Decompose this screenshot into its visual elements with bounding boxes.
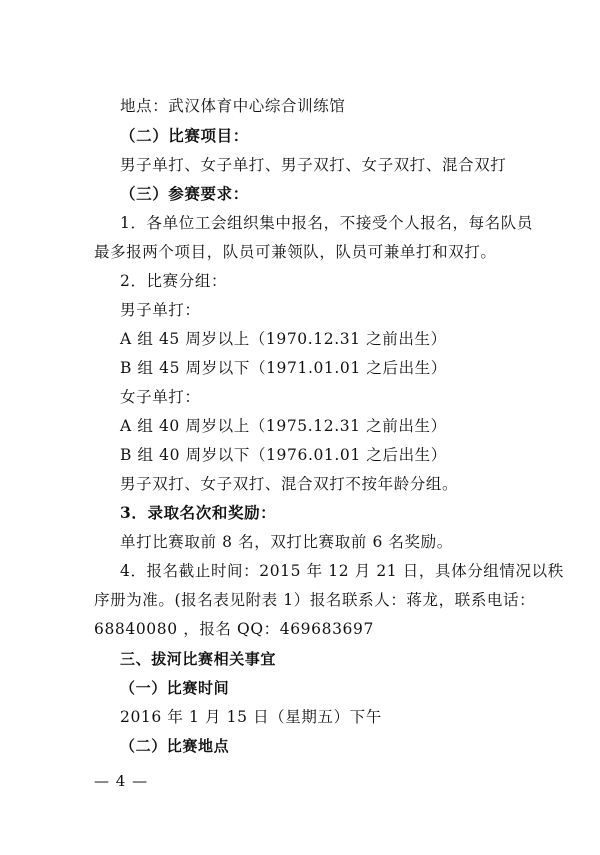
page-number: — 4 — <box>94 772 149 790</box>
tug-of-war-venue-heading: （二）比赛地点 <box>120 737 230 755</box>
womens-group-b: B 组 40 周岁以下（1976.01.01 之后出生） <box>120 446 447 464</box>
deadline-line-2: 序册为准。(报名表见附表 1）报名联系人：蒋龙，联系电话： <box>94 591 536 609</box>
section-tug-of-war-heading: 三、拔河比赛相关事宜 <box>120 650 277 668</box>
requirement-2-heading: 2．比赛分组： <box>120 272 228 290</box>
tug-of-war-time-heading: （一）比赛时间 <box>120 679 230 697</box>
section-events-heading: （二）比赛项目： <box>120 126 249 145</box>
events-list: 男子单打、女子单打、男子双打、女子双打、混合双打 <box>120 156 507 174</box>
deadline-line-1: 4．报名截止时间：2015 年 12 月 21 日，具体分组情况以秩 <box>120 562 564 580</box>
doubles-no-age-group: 男子双打、女子双打、混合双打不按年龄分组。 <box>120 475 459 493</box>
ranking-awards-heading: 3．录取名次和奖励： <box>120 503 277 522</box>
mens-singles-label: 男子单打： <box>120 301 201 319</box>
ranking-awards-text: 单打比赛取前 8 名，双打比赛取前 6 名奖励。 <box>120 533 453 551</box>
section-requirements-heading: （三）参赛要求： <box>120 184 249 203</box>
requirement-1-line-1: 1．各单位工会组织集中报名，不接受个人报名，每名队员 <box>120 214 533 232</box>
tug-of-war-date: 2016 年 1 月 15 日（星期五）下午 <box>120 708 382 726</box>
womens-singles-label: 女子单打： <box>120 388 201 406</box>
mens-group-b: B 组 45 周岁以下（1971.01.01 之后出生） <box>120 359 447 377</box>
venue-line: 地点：武汉体育中心综合训练馆 <box>120 97 346 115</box>
womens-group-a: A 组 40 周岁以上（1975.12.31 之前出生） <box>120 417 447 435</box>
mens-group-a: A 组 45 周岁以上（1970.12.31 之前出生） <box>120 330 447 348</box>
requirement-1-line-2: 最多报两个项目，队员可兼领队，队员可兼单打和双打。 <box>94 243 497 261</box>
contact-line: 68840080 ，报名 QQ：469683697 <box>94 620 374 638</box>
